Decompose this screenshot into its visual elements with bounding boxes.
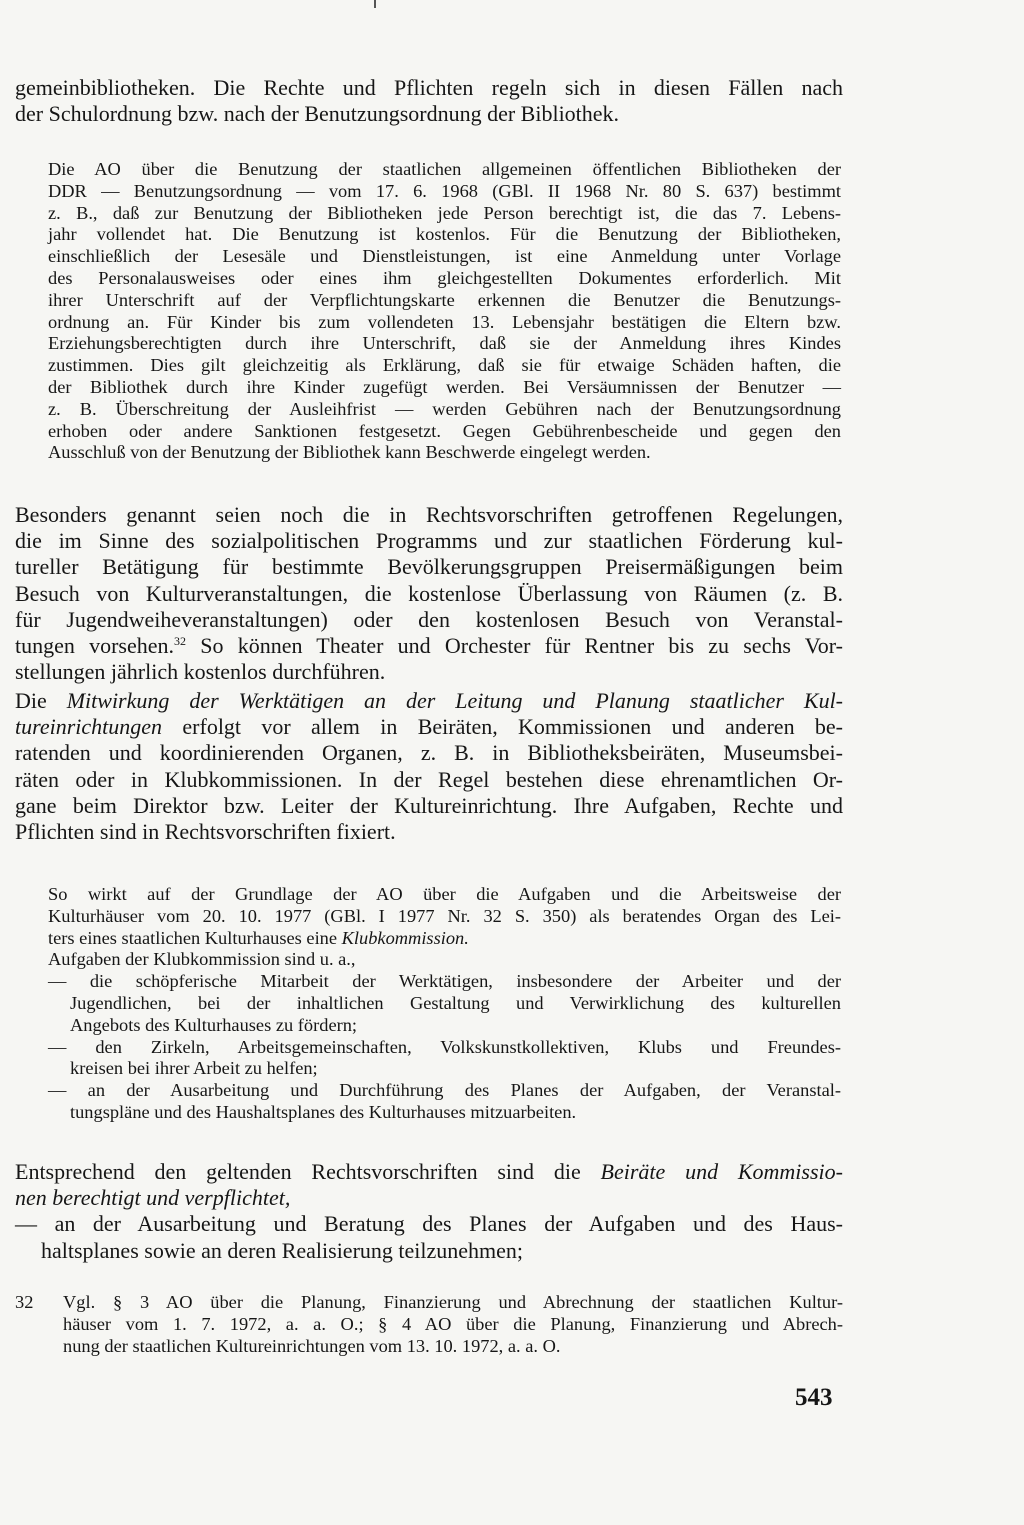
text-fragment: Entsprechend den geltenden Rechtsvorschriften sind die xyxy=(15,1159,601,1184)
text-line xyxy=(15,1159,843,1185)
small-print-paragraph-benutzungsordnung xyxy=(48,159,841,464)
text-line xyxy=(48,928,841,950)
text-line: gane beim Direktor bzw. Leiter der Kultureinrichtung. Ihre Aufgaben, Rechte und xyxy=(15,792,843,818)
text-line: ihrer Unterschrift auf der Verpflichtungskarte erkennen die Benutzer die Benutzungs- xyxy=(48,289,841,310)
text-line xyxy=(15,1185,843,1211)
emphasis-text: Klubkommission. xyxy=(341,927,469,948)
text-line: häuser vom 1. 7. 1972, a. a. O.; § 4 AO über die Planung, Finanzierung und Abrech- xyxy=(63,1313,843,1334)
emphasis-text: Mitwirkung der Werktätigen an der Leitung und Planung staatlicher Kul- xyxy=(66,688,844,713)
text-line: der Schulordnung bzw. nach der Benutzungsordnung der Bibliothek. xyxy=(15,101,620,127)
scan-mark xyxy=(374,0,376,8)
footnote-reference: 32 xyxy=(174,634,187,649)
text-line: jahr vollendet hat. Die Benutzung ist kostenlos. Für die Benutzung der Bibliotheken, xyxy=(48,224,841,245)
text-line: stellungen jährlich kostenlos durchführen. xyxy=(15,659,386,685)
text-line: erhoben oder andere Sanktionen festgesetzt. Gegen Gebührenbescheide und gegen den xyxy=(48,420,841,441)
text-line: DDR — Benutzungsordnung — vom 17. 6. 1968 (GBl. II 1968 Nr. 80 S. 637) bestimmt xyxy=(48,180,841,201)
text-line: Die AO über die Benutzung der staatlichen allgemeinen öffentlichen Bibliotheken der xyxy=(48,159,841,179)
text-line: z. B., daß zur Benutzung der Bibliotheken jede Person berechtigt ist, die das 7. Lebens- xyxy=(48,202,841,223)
list-item-line: — den Zirkeln, Arbeitsgemeinschaften, Volkskunstkollektiven, Klubs und Freundes- xyxy=(48,1036,841,1057)
list-item-line: — an der Ausarbeitung und Beratung des Planes der Aufgaben und des Haus- xyxy=(15,1211,843,1237)
list-item-line: Angebots des Kulturhauses zu fördern; xyxy=(70,1014,358,1035)
list-item-line: — die schöpferische Mitarbeit der Werktätigen, insbesondere der Arbeiter und der xyxy=(48,971,841,992)
text-line: Pflichten sind in Rechtsvorschriften fixiert. xyxy=(15,819,396,845)
list-item-line: Jugendlichen, bei der inhaltlichen Gestaltung und Verwirklichung des kulturellen xyxy=(70,992,841,1013)
text-line: zustimmen. Dies gilt gleichzeitig als Erklärung, daß sie für etwaige Schäden haften, die xyxy=(48,355,841,376)
list-item-line: tungspläne und des Haushaltsplanes des Kulturhauses mitzuarbeiten. xyxy=(70,1101,577,1122)
text-line: Kulturhäuser vom 20. 10. 1977 (GBl. I 1977 Nr. 32 S. 350) als beratendes Organ des Lei- xyxy=(48,905,841,926)
text-line: Besuch von Kulturveranstaltungen, die kostenlose Überlassung von Räumen (z. B. xyxy=(15,580,843,606)
text-line: Besonders genannt seien noch die in Rechtsvorschriften getroffenen Regelungen, xyxy=(15,502,843,527)
text-fragment: erfolgt vor allem in Beiräten, Kommissionen und anderen be- xyxy=(162,714,843,740)
text-fragment: ters eines staatlichen Kulturhauses eine xyxy=(48,927,342,948)
text-line: einschließlich der Lesesäle und Dienstleistungen, ist eine Anmeldung unter Vorlage xyxy=(48,246,841,267)
text-line: tureller Betätigung für bestimmte Bevölkerungsgruppen Preisermäßigungen beim xyxy=(15,554,843,580)
text-line: Ausschluß von der Benutzung der Bibliothek kann Beschwerde eingelegt werden. xyxy=(48,442,651,463)
text-fragment: tungen vorsehen. xyxy=(15,633,175,659)
text-fragment: So können Theater und Orchester für Rentner bis zu sechs Vor- xyxy=(186,633,843,659)
list-item-line: haltsplanes sowie an deren Realisierung teilzunehmen; xyxy=(41,1237,524,1263)
paragraph-beiraete xyxy=(15,1159,843,1264)
paragraph-mitwirkung xyxy=(15,688,843,845)
text-line: So wirkt auf der Grundlage der AO über die Aufgaben und die Arbeitsweise der xyxy=(48,884,841,904)
text-line: des Personalausweises oder eines ihm gleichgestellten Dokumentes erforderlich. Mit xyxy=(48,267,841,288)
text-line: Aufgaben der Klubkommission sind u. a., xyxy=(48,949,356,970)
emphasis-text: tureinrichtungen xyxy=(15,714,163,740)
footnote xyxy=(15,1292,843,1357)
list-item-line: kreisen bei ihrer Arbeit zu helfen; xyxy=(70,1058,318,1079)
small-print-paragraph-klubkommission xyxy=(48,884,841,1124)
emphasis-text: nen berechtigt und verpflichtet, xyxy=(15,1185,291,1211)
footnote-text xyxy=(63,1292,843,1357)
text-line: für Jugendweiheveranstaltungen) oder den kostenlosen Besuch von Veranstal- xyxy=(15,606,843,632)
text-line: räten oder in Klubkommissionen. In der Regel bestehen diese ehrenamtlichen Or- xyxy=(15,766,843,792)
paragraph-continuation xyxy=(15,75,843,127)
text-line: ratenden und koordinierenden Organen, z. B. in Bibliotheksbeiräten, Museumsbei- xyxy=(15,740,843,766)
text-line: gemeinbibliotheken. Die Rechte und Pflichten regeln sich in diesen Fällen nach xyxy=(15,75,843,100)
text-line xyxy=(15,714,843,740)
text-line: die im Sinne des sozialpolitischen Programms und zur staatlichen Förderung kul- xyxy=(15,528,843,554)
footnote-number: 32 xyxy=(15,1292,34,1312)
text-line: der Bibliothek durch ihre Kinder zugefügt werden. Bei Versäumnissen der Benutzer — xyxy=(48,376,841,397)
paragraph-preisermaessigungen xyxy=(15,502,843,685)
text-line: z. B. Überschreitung der Ausleihfrist — werden Gebühren nach der Benutzungsordnung xyxy=(48,398,841,419)
text-line: nung der staatlichen Kultureinrichtungen vom 13. 10. 1972, a. a. O. xyxy=(63,1335,561,1356)
page-number: 543 xyxy=(795,1384,833,1411)
text-line xyxy=(15,688,843,714)
text-line: Erziehungsberechtigten durch ihre Unterschrift, daß sie der Anmeldung ihres Kindes xyxy=(48,333,841,354)
list-item-line: — an der Ausarbeitung und Durchführung des Planes der Aufgaben, der Veranstal- xyxy=(48,1080,841,1101)
text-line xyxy=(15,633,843,659)
text-line: ordnung an. Für Kinder bis zum vollendeten 13. Lebensjahr bestätigen die Eltern bzw. xyxy=(48,311,841,332)
emphasis-text: Beiräte und Kommissio- xyxy=(600,1159,843,1184)
text-fragment: Die xyxy=(15,688,67,713)
text-line: Vgl. § 3 AO über die Planung, Finanzierung und Abrechnung der staatlichen Kultur- xyxy=(63,1292,843,1312)
